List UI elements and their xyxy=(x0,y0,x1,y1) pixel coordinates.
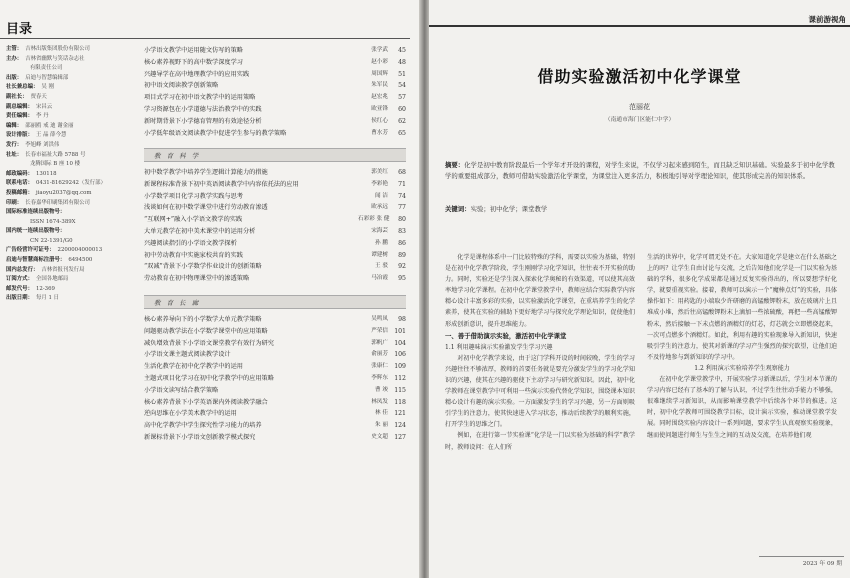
toc-entry-author: 马冶霞 xyxy=(371,275,388,282)
publication-info-row xyxy=(6,256,134,266)
info-key: 社长兼总编： xyxy=(6,84,39,91)
toc-entry-page: 118 xyxy=(394,398,406,406)
toc-entry-page: 92 xyxy=(398,263,406,271)
toc-title-rule xyxy=(0,38,410,39)
toc-entry-page: 54 xyxy=(398,82,406,90)
publication-info-row xyxy=(6,199,134,209)
toc-entry-author: 朱 丽 xyxy=(375,422,388,429)
toc-entry[interactable] xyxy=(144,338,406,350)
info-value: 王 晶 薛今慧 xyxy=(35,132,67,139)
toc-entry-author: 周国辉 xyxy=(371,70,388,77)
toc-entry-author: 李辉东 xyxy=(371,374,388,381)
info-value: 有限责任公司 xyxy=(30,65,63,72)
toc-entry-title: 大单元教学在初中美术课堂中的运用分析 xyxy=(144,227,256,235)
publication-info-row xyxy=(6,160,134,170)
publication-info-row xyxy=(6,189,134,199)
keywords-label: 关键词： xyxy=(445,205,471,213)
publication-info-row xyxy=(6,170,134,180)
info-value: CN 22-1391/G0 xyxy=(30,237,73,244)
toc-entry-author: 俞丽芳 xyxy=(371,351,388,358)
body-column-right xyxy=(647,252,837,441)
publication-info-row xyxy=(6,151,134,161)
toc-entry-author: 孙 鹏 xyxy=(375,239,388,246)
toc-entry-author: 郭美红 xyxy=(371,169,388,175)
toc-entry-page: 51 xyxy=(398,70,406,78)
publication-info-row xyxy=(6,237,134,247)
toc-entry-title: 核心素养视野下的高中数学深度学习 xyxy=(144,58,243,66)
toc-entry[interactable] xyxy=(144,128,406,140)
toc-entry[interactable] xyxy=(144,214,406,226)
toc-entry-page: 77 xyxy=(398,204,406,212)
toc-entry-title: 小学语文教学中运用随文仿写的策略 xyxy=(144,47,243,54)
toc-entry[interactable] xyxy=(144,179,406,191)
toc-entry-title: “互联网+”融入小学语文教学的实践 xyxy=(144,216,243,224)
publication-info-row xyxy=(6,122,134,132)
toc-entry-title: 核心素养导向下的小学数学大单元教学策略 xyxy=(144,316,262,323)
publication-info-row xyxy=(6,266,134,276)
info-value: jiaoyu2037@qq.com xyxy=(35,189,92,196)
toc-entry[interactable] xyxy=(144,167,406,179)
toc-entry-title: 兴趣阅读指引的小学语文教学探析 xyxy=(144,239,237,247)
abstract-label: 摘要： xyxy=(445,161,465,169)
toc-entry-page: 121 xyxy=(394,410,406,418)
section-label: 教 育 科 学 xyxy=(154,152,201,160)
toc-entry-page: 101 xyxy=(394,327,406,335)
toc-entry[interactable] xyxy=(144,385,406,397)
info-value: 李旭峰 刘洪伟 xyxy=(25,141,60,148)
toc-group-3 xyxy=(144,314,406,444)
toc-entry-author: 欧亚锋 xyxy=(371,105,388,112)
info-value: 吉林出版集团股份有限公司 xyxy=(25,46,90,52)
toc-entry[interactable] xyxy=(144,361,406,373)
toc-entry-page: 57 xyxy=(398,94,406,102)
toc-entry[interactable] xyxy=(144,349,406,361)
toc-entry[interactable] xyxy=(144,80,406,92)
footer-rule xyxy=(759,556,844,557)
toc-entry-page: 62 xyxy=(398,117,406,125)
toc-entry[interactable] xyxy=(144,420,406,432)
toc-entry-title: 浅谈如何在初中数学课堂中进行劳动教育渗透 xyxy=(144,204,268,212)
article-affiliation: （南通市海门区能仁中学） xyxy=(604,117,675,123)
toc-entry-page: 86 xyxy=(398,239,406,247)
toc-entry[interactable] xyxy=(144,326,406,338)
info-key: 国内总发行： xyxy=(6,266,39,273)
toc-entry-page: 68 xyxy=(398,169,406,176)
info-key: 社址： xyxy=(6,151,23,158)
toc-entry[interactable] xyxy=(144,69,406,81)
left-page-contents xyxy=(0,0,421,578)
info-key: 主办： xyxy=(6,55,23,62)
toc-entry-page: 127 xyxy=(394,433,406,441)
toc-entry-author: 赵小彩 xyxy=(371,58,388,65)
toc-entry-title: 新课标背景下小学语文创新教学模式探究 xyxy=(144,433,256,441)
toc-entry-author: 吴鸣凤 xyxy=(371,316,388,322)
info-key: 编辑： xyxy=(6,122,23,129)
info-key: 投稿邮箱： xyxy=(6,189,33,196)
toc-entry-author: 张学武 xyxy=(371,47,388,53)
info-key: 印刷： xyxy=(6,199,23,206)
toc-entry[interactable] xyxy=(144,250,406,262)
toc-entry[interactable] xyxy=(144,226,406,238)
toc-entry-author: 宋海芸 xyxy=(371,227,388,234)
info-key: 订阅方式： xyxy=(6,276,33,283)
toc-entry-author: 史文超 xyxy=(371,433,388,440)
toc-entry[interactable] xyxy=(144,373,406,385)
toc-entry-title: 减负增效背景下小学语文课堂教学有效行为研究 xyxy=(144,339,274,347)
body-column-left xyxy=(445,252,635,453)
publication-info-row xyxy=(6,83,134,93)
info-key: 副社长： xyxy=(6,93,28,100)
info-value: ISSN 1674-389X xyxy=(30,218,76,225)
info-value: 龙腾国际 B 座 10 楼 xyxy=(30,161,81,168)
toc-entry-author: 闻 洁 xyxy=(375,192,388,199)
toc-entry[interactable] xyxy=(144,261,406,273)
info-key: 主管： xyxy=(6,46,23,52)
info-key: 出版日期： xyxy=(6,295,33,302)
toc-entry-author: 朱军民 xyxy=(371,82,388,89)
toc-entry[interactable] xyxy=(144,45,406,57)
publication-info xyxy=(6,45,134,304)
toc-entry-title: “双减”背景下小学数学作业设计的创新策略 xyxy=(144,263,262,271)
info-value: 宋昌云 xyxy=(35,103,53,110)
toc-entry-author: 郭帆广 xyxy=(371,339,388,346)
toc-entry-author: 严荣信 xyxy=(371,327,388,334)
toc-entry-title: 主题式项目化学习在初中化学教学中的应用策略 xyxy=(144,374,274,382)
toc-entry-author: 王 驳 xyxy=(375,263,388,270)
publication-info-row xyxy=(6,246,134,256)
toc-entry-title: 问题驱动教学法在小学数学课堂中的应用策略 xyxy=(144,327,268,335)
publication-info-row xyxy=(6,141,134,151)
toc-entry-page: 109 xyxy=(394,363,406,371)
article-title: 借助实验激活初中化学课堂 xyxy=(537,67,742,86)
publication-info-row xyxy=(6,227,134,237)
info-value: 12-369 xyxy=(35,285,55,292)
toc-entry-title: 核心素养背景下小学英语课内外阅读教学融合 xyxy=(144,398,268,406)
publication-info-row xyxy=(6,179,134,189)
info-key: 设计排版： xyxy=(6,132,33,139)
toc-group-2 xyxy=(144,167,406,285)
toc-entry-title: 初中数学教学中培养学生逻辑计算能力的措施 xyxy=(144,169,268,176)
info-key: 国内统一连续出版物号： xyxy=(6,228,66,235)
info-key: 责任编辑： xyxy=(6,113,33,120)
toc-entry-page: 106 xyxy=(394,351,406,359)
toc-entry-page: 65 xyxy=(398,129,406,137)
issue-footer: 2023 年 09 期 xyxy=(802,561,842,567)
keywords-text: 实验；初中化学；课堂教学 xyxy=(470,205,548,213)
info-value: 6494500 xyxy=(68,257,93,264)
publication-info-row xyxy=(6,93,134,103)
info-value: 吴 刚 xyxy=(41,84,54,91)
info-value: 全国各地邮局 xyxy=(35,276,69,283)
section-label: 教 育 长 廊 xyxy=(154,299,201,307)
info-value: 长春嘉华印刷集团有限公司 xyxy=(25,199,90,206)
section-band-education-gallery xyxy=(144,295,406,309)
body-paragraph: 对初中化学教学来说，由于这门学科开设的时间较晚，学生的学习兴趣往往不够浓厚，教师的首要任务就是要充分激发学生的学习化学知识的兴趣，使其在兴趣的驱使下主动学习与研究新知识。因此，初中化学教师在课堂教学中可利用一些演示实验代替化学知识，围绕课本知识精心设计有趣的演示实验。一方面激发学生的学习兴趣，另一方面则吸引学生的注意力，使其快速进入学习状态，推动后续教学的顺利实施，打开学生的思维之门。 xyxy=(445,354,635,429)
publication-info-row xyxy=(6,64,134,74)
toc-entry-page: 89 xyxy=(398,251,406,259)
toc-entry-page: 45 xyxy=(398,47,406,54)
toc-entry-author: 谭建树 xyxy=(371,251,388,258)
info-key: 发行： xyxy=(6,141,23,148)
toc-entry[interactable] xyxy=(144,397,406,409)
publication-info-row xyxy=(6,131,134,141)
abstract-text: 化学是初中教育阶段最后一个学年才开设的课程，对学生来说，不仅学习起来感到陌生，而且缺乏知识基础。实验最多于初中化学教学的重要组成部分，教师可借助实验激活化学课堂，为课堂注入更多活力，积极地引导对学理论知识，使其形成完善的知识体系。 xyxy=(445,161,835,180)
publication-info-row xyxy=(6,112,134,122)
toc-entry[interactable] xyxy=(144,408,406,420)
toc-entry-author: 曹 竣 xyxy=(375,386,388,393)
info-value: 邵丽鸥 戒 迪 谢金丽 xyxy=(25,122,74,129)
abstract xyxy=(445,160,839,182)
toc-entry-page: 95 xyxy=(398,275,406,283)
info-value: 吉林省报刊发行局 xyxy=(41,266,85,273)
toc-entry-page: 112 xyxy=(394,374,406,382)
info-key: 启迪与智慧商标注册号： xyxy=(6,257,66,264)
toc-entry-author: 林凤发 xyxy=(371,398,388,405)
toc-entry-title: 小学低年级语文阅读教学中促进学生参与的教学策略 xyxy=(144,129,287,137)
info-value: 0431-81629242（发行部） xyxy=(35,180,106,187)
toc-entry-title: 小学语文读写结合教学策略 xyxy=(144,386,219,394)
section-heading: 一、善于借助演示实验，激活初中化学课堂 xyxy=(445,331,567,340)
info-value: 130118 xyxy=(35,170,57,177)
body-paragraph: 化学是课程体系中一门比较特殊的学科，需要以实验为基础，特别是在初中化学教学阶段，学生刚刚学习化学知识，往往表不开实验的助力。同时，实验还是学生深入探索化学奥秘的有效渠道，可以使其高效率地学习化学课程。在初中化学课堂教学中，教师应结合实际教学内容精心设计丰富多彩的实验，以实验激活化学课堂，在重培养学生的化学素养，使其在实验的辅助下更好地学习与探究化学理论知识，促使他们形成创新意识，提升思维能力。 xyxy=(445,254,635,328)
toc-entry[interactable] xyxy=(144,57,406,69)
toc-entry-author: 张康仁 xyxy=(371,363,388,370)
toc-entry-page: 83 xyxy=(398,227,406,235)
keywords xyxy=(445,204,839,213)
toc-entry-title: 新时期背景下小学德育管理的有效途径分析 xyxy=(144,117,262,125)
toc-entry[interactable] xyxy=(144,432,406,444)
info-key: 联系电话： xyxy=(6,180,33,187)
info-value: 贾春天 xyxy=(30,93,47,100)
toc-entry-author: 林 佳 xyxy=(375,410,388,417)
column-header-label: 课前游视角 xyxy=(808,15,846,24)
toc-entry-title: 兴趣导学在高中地理教学中的应用实践 xyxy=(144,70,250,78)
toc-entry-page: 124 xyxy=(394,422,406,430)
info-key: 邮发代号： xyxy=(6,285,33,292)
toc-entry-author: 侯红心 xyxy=(371,117,388,124)
publication-info-row xyxy=(6,208,134,218)
info-key: 国际标准连续出版物号： xyxy=(6,209,66,216)
toc-entry-author: 欧承远 xyxy=(371,204,388,211)
publication-info-row xyxy=(6,103,134,113)
toc-entry-author: 李彩艳 xyxy=(371,180,388,187)
toc-entry-page: 74 xyxy=(398,192,406,200)
toc-entry-page: 60 xyxy=(398,105,406,113)
right-page-article xyxy=(429,0,850,578)
toc-entry-page: 71 xyxy=(398,180,406,188)
toc-group-1 xyxy=(144,45,406,139)
toc-entry-title: 初中劳动教育中实施家校共育的实践 xyxy=(144,251,243,259)
info-key: 广告经营许可证号： xyxy=(6,247,55,254)
toc-entry-page: 104 xyxy=(394,339,406,347)
toc-entry[interactable] xyxy=(144,273,406,285)
info-value: 每月 1 日 xyxy=(35,295,59,302)
toc-entry-title: 逆向思维在小学美术教学中的运用 xyxy=(144,410,237,418)
subsection-heading: 1.2 利用演示实验培养学生观察能力 xyxy=(694,364,790,372)
body-paragraph: 在初中化学课堂教学中，开展实验学习新课以后，学生对本节课的学习内容已经有了基本的了解与认识，不过学生往往动手能力不够强，很难继续学习新知识，从而影响课堂教学中后续各个环节的推进。这时，初中化学教师可围绕教学目标，设计演示实验，推动课堂教学发展。同时围绕实验内容设计一系列问题，要求学生认真观察实验现象，继而使问题进行师生与生生之间的互动及交流，在培养他们观 xyxy=(647,376,837,439)
toc-entry[interactable] xyxy=(144,104,406,116)
toc-title: 目录 xyxy=(6,22,33,37)
info-value: 吉林省幽默与笑话杂志社 xyxy=(25,55,85,62)
publication-info-row xyxy=(6,275,134,285)
toc-entry-title: 劳动教育在初中物理课堂中的渗透策略 xyxy=(144,275,250,283)
subsection-heading: 1.1 利用趣味演示实验激发学生学习兴趣 xyxy=(445,343,553,351)
toc-entry-title: 小学数学项目化学习教学实践与思考 xyxy=(144,192,243,200)
toc-entry-title: 小学语文课主题式阅读教学设计 xyxy=(144,351,231,359)
toc-entry-author: 赵宏兆 xyxy=(371,94,388,101)
body-paragraph: 生活的世界中，化学可谓无处不在。大家知道化学是建立在什么基础之上的吗？让学生自由讨论与交流，之后告知他们化学是一门以实验为基础的学科，很多化学成果都是通过反复实验得出的，所以要想学好化学，就要重视实验。接着，教师可以演示一个“魔棒点灯”的实验，具体操作如下：用药匙的小端取少许研磨的高锰酸钾粉末，放在玻璃片上且堆成小堆，然后往高锰酸钾粉末上滴加一些浓硫酸，再把一些高锰酸钾粉末，然后接触一下未点燃的酒精灯的灯芯，灯芯就会立即燃烧起来，一次可点燃多个酒精灯。如此，利用有趣的实验现象导入新知识，快速吸引学生的注意力，使其对新课的学习产生强烈的探究欲望，让他们迫不及待地参与到新知识的学习中。 xyxy=(647,254,837,361)
info-key: 副总编辑： xyxy=(6,103,33,110)
toc-entry[interactable] xyxy=(144,92,406,104)
toc-entry[interactable] xyxy=(144,314,406,326)
info-value: 启迪与智慧编辑部 xyxy=(25,74,69,81)
toc-entry-title: 项目式学习在初中语文教学中的运用策略 xyxy=(144,94,256,102)
publication-info-row xyxy=(6,45,134,55)
info-value: 2200004000013 xyxy=(57,247,103,254)
toc-entry[interactable] xyxy=(144,116,406,128)
info-key: 出版： xyxy=(6,74,23,81)
toc-entry[interactable] xyxy=(144,191,406,203)
toc-entry[interactable] xyxy=(144,202,406,214)
toc-entry-title: 高中化学教学中学生探究性学习能力的培养 xyxy=(144,422,262,430)
publication-info-row xyxy=(6,285,134,295)
toc-entry-title: 生活化教学在初中化学教学中的运用 xyxy=(144,363,243,371)
toc-entry-page: 80 xyxy=(398,216,406,224)
toc-entry-author: 石彩彩 张 健 xyxy=(358,216,390,223)
section-band-education-science xyxy=(144,148,406,162)
toc-entry-page: 115 xyxy=(394,386,406,394)
info-value: 长春市福祉大路 5788 号 xyxy=(25,151,86,158)
body-paragraph: 例如，在进行第一节实验课“化学是一门以实验为基础的科学”教学时，教师设问：在人们所 xyxy=(445,432,635,451)
info-value: 李 丹 xyxy=(35,113,49,120)
header-rule xyxy=(429,25,850,27)
toc-entry[interactable] xyxy=(144,238,406,250)
toc-entry-page: 48 xyxy=(398,58,406,66)
toc-entry-title: 新课程标准背景下初中英语阅读教学中内容依托法的应用 xyxy=(144,180,299,188)
toc-entry-title: 学习资源包在小学道德与法治教学中的实践 xyxy=(144,105,262,113)
publication-info-row xyxy=(6,55,134,65)
publication-info-row xyxy=(6,218,134,228)
toc-entry-author: 曹水芳 xyxy=(371,129,388,136)
toc-entry-page: 98 xyxy=(398,316,406,323)
publication-info-row xyxy=(6,74,134,84)
info-key: 邮政编码： xyxy=(6,170,33,177)
publication-info-row xyxy=(6,294,134,304)
toc-entry-title: 初中语文阅读教学创新策略 xyxy=(144,82,219,90)
article-author: 范丽花 xyxy=(629,103,650,111)
